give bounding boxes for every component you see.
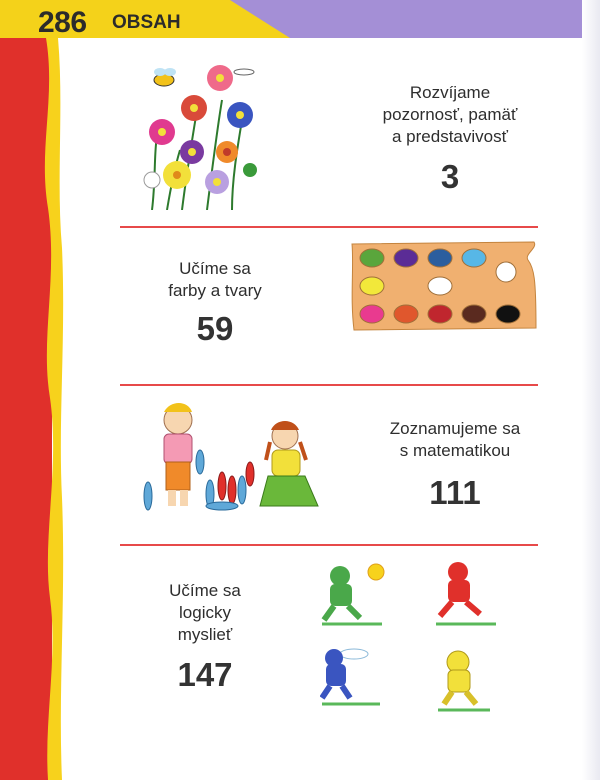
section-1-line1: Rozvíjame [409,83,491,102]
children-bowling-illustration [130,398,340,516]
flowers-illustration [132,60,262,210]
paint-palette-illustration [348,238,538,334]
section-4-page-number[interactable]: 147 [177,656,233,693]
page-title: OBSAH [112,12,181,33]
running-figures-illustration [320,558,540,728]
section-4-title [140,580,270,646]
section-4-line2: logicky [179,603,231,622]
section-2-line1: Učíme sa [179,259,251,278]
paint-well [462,249,486,267]
sun-icon [368,564,384,580]
page-number: 286 [38,6,87,39]
section-2-line2: farby a tvary [168,281,262,300]
right-page-edge [582,0,600,780]
paint-well [394,249,418,267]
paint-well [360,249,384,267]
palette-thumb-hole [496,262,516,282]
section-4-line3: myslieť [177,625,233,644]
section-1-line2: pozornosť, pamäť [382,105,518,124]
section-1-title [350,82,550,148]
section-3-line1: Zoznamujeme sa [389,419,521,438]
section-3-page-number[interactable]: 111 [429,474,481,511]
header-purple-stripe [0,0,600,38]
separator [120,384,538,386]
paint-well [496,305,520,323]
section-4-line1: Učíme sa [169,581,241,600]
paint-well [428,305,452,323]
section-1-line3: a predstavivosť [392,127,508,146]
section-3-line2: s matematikou [399,441,511,460]
paint-well [394,305,418,323]
paint-well [462,305,486,323]
section-2-page-number[interactable]: 59 [196,310,234,347]
separator [120,226,538,228]
section-2-title [140,258,290,302]
paint-well [428,249,452,267]
left-yellow-wave [38,38,68,780]
separator [120,544,538,546]
section-1-page-number[interactable]: 3 [440,158,460,195]
paint-well [360,305,384,323]
section-3-title [355,418,555,462]
paint-well [428,277,452,295]
paint-well [360,277,384,295]
